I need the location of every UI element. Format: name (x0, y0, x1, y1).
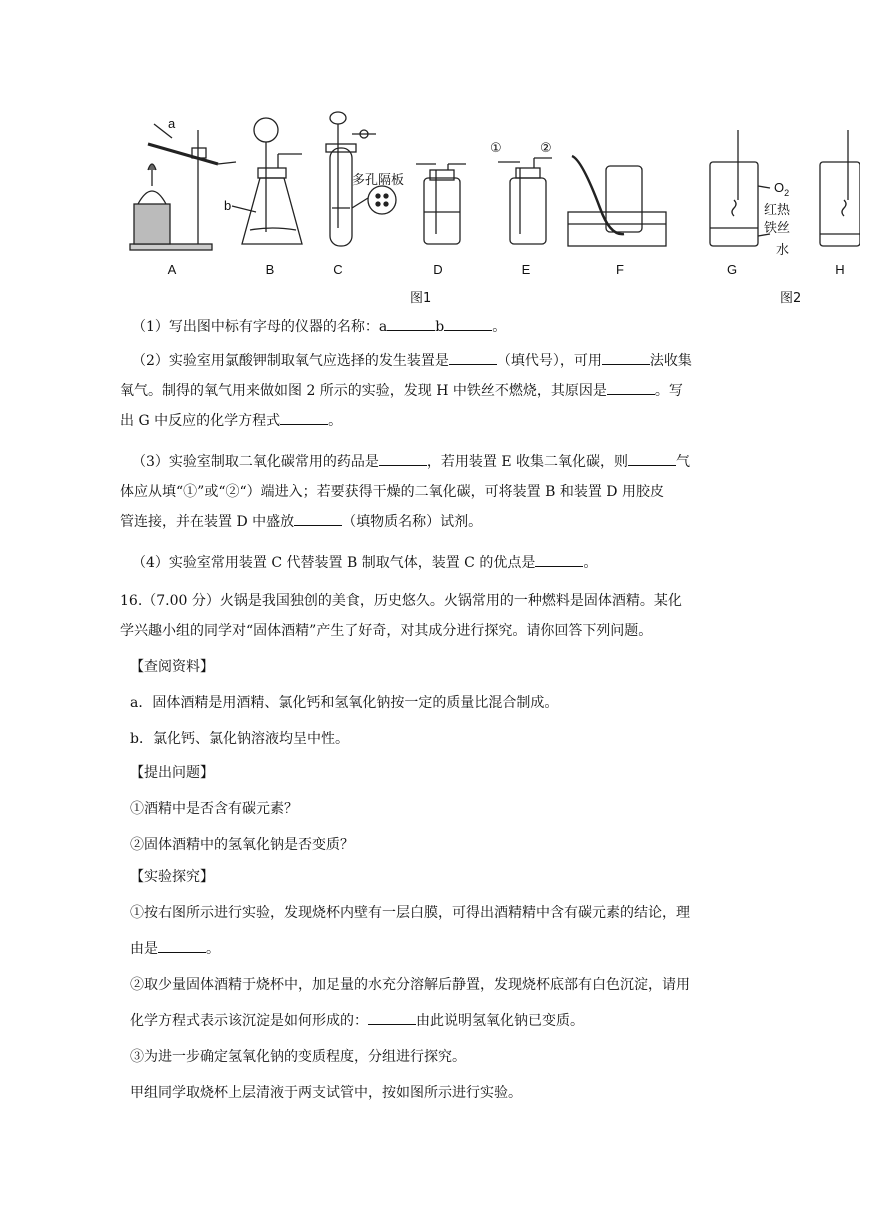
problem-section: 【提出问题】 ①酒精中是否含有碳元素？ ②固体酒精中的氢氧化钠是否变质？ (130, 758, 750, 860)
answer-blank[interactable] (449, 350, 497, 365)
question-1: （1）写出图中标有字母的仪器的名称：a b 。 (132, 312, 752, 342)
explore-section: 【实验探究】 ①按右图所示进行实验，发现烧杯内壁有一层白膜，可得出酒精精中含有碳元素的结论，理 由是 。 ②取少量固体酒精于烧杯中，加足量的水充分溶解后静置，发现烧杯底部有白色沉淀，请用 化学方程式表示该沉淀是如何形成的： 由此说明氢氧化钠已变质。 ③为进一步确定氢氧化钠的变质程度，分组进行探究。 甲组同学取烧杯上层清液于两支试管中，按如图所示进行实验。 (130, 862, 760, 1108)
iron-label-2: 铁丝 (764, 221, 791, 236)
apparatus-letter-a: A (167, 262, 177, 277)
apparatus-letter-c: C (333, 262, 343, 277)
apparatus-letter-b: B (265, 262, 275, 277)
water-label: 水 (776, 243, 790, 258)
answer-blank[interactable] (280, 410, 328, 425)
question-3: （3）实验室制取二氧化碳常用的药品是 ，若用装置 E 收集二氧化碳，则 气 体应从填“①”或“②“）端进入；若要获得干燥的二氧化碳，可将装置 B 和装置 D 用胶皮 管连接，并在装置 D 中盛放 （填物质名称）试剂。 (132, 447, 752, 537)
apparatus-a (130, 124, 236, 250)
question-2: （2）实验室用氯酸钾制取氧气应选择的发生装置是 （填代号），可用 法收集 氧气。制得的氧气用来做如图 2 所示的实验，发现 H 中铁丝不燃烧，其原因是 。写 出 G 中反应的化学方程式 。 (132, 346, 752, 436)
apparatus-letter-h: H (835, 262, 845, 277)
label-a: a (168, 116, 176, 131)
port-1-label: ① (490, 141, 502, 156)
section-heading: 【提出问题】 (130, 765, 214, 781)
section-heading: 【查阅资料】 (130, 659, 214, 675)
answer-blank[interactable] (158, 938, 206, 953)
apparatus-f (568, 156, 666, 246)
apparatus-g (710, 130, 770, 246)
answer-blank[interactable] (444, 316, 492, 331)
apparatus-letter-f: F (616, 262, 624, 277)
apparatus-d (416, 164, 466, 244)
port-2-label: ② (540, 141, 552, 156)
apparatus-letter-d: D (433, 262, 443, 277)
porous-plate-label: 多孔隔板 (352, 173, 405, 188)
question-16: 16.（7.00 分）火锅是我国独创的美食，历史悠久。火锅常用的一种燃料是固体酒精。某化 学兴趣小组的同学对“固体酒精”产生了好奇，对其成分进行探究。请你回答下列问题。 (120, 593, 682, 639)
reference-section: 【查阅资料】 a．固体酒精是用酒精、氯化钙和氢氧化钠按一定的质量比混合制成。 b．氯化钙、氯化钠溶液均呈中性。 (130, 652, 750, 754)
apparatus-e (498, 158, 552, 244)
answer-blank[interactable] (368, 1010, 416, 1025)
apparatus-h (820, 130, 860, 246)
answer-blank[interactable] (535, 552, 583, 567)
answer-blank[interactable] (294, 511, 342, 526)
answer-blank[interactable] (379, 451, 427, 466)
answer-blank[interactable] (602, 350, 650, 365)
apparatus-letters (168, 262, 845, 277)
apparatus-letter-g: G (726, 262, 738, 277)
iron-label-1: 红热 (764, 203, 791, 218)
section-heading: 【实验探究】 (130, 869, 214, 885)
apparatus-b (232, 118, 302, 244)
o2-label: $O_2$ (774, 180, 790, 198)
apparatus-figure (120, 108, 860, 308)
figure-1-caption: 图1 (410, 291, 432, 306)
answer-blank[interactable] (607, 380, 655, 395)
answer-blank[interactable] (387, 316, 435, 331)
figure-2-caption: 图2 (780, 291, 802, 306)
question-4: （4）实验室常用装置 C 代替装置 B 制取气体，装置 C 的优点是 。 (132, 548, 752, 578)
answer-blank[interactable] (628, 451, 676, 466)
label-b: b (224, 198, 232, 213)
apparatus-letter-e: E (521, 262, 531, 277)
